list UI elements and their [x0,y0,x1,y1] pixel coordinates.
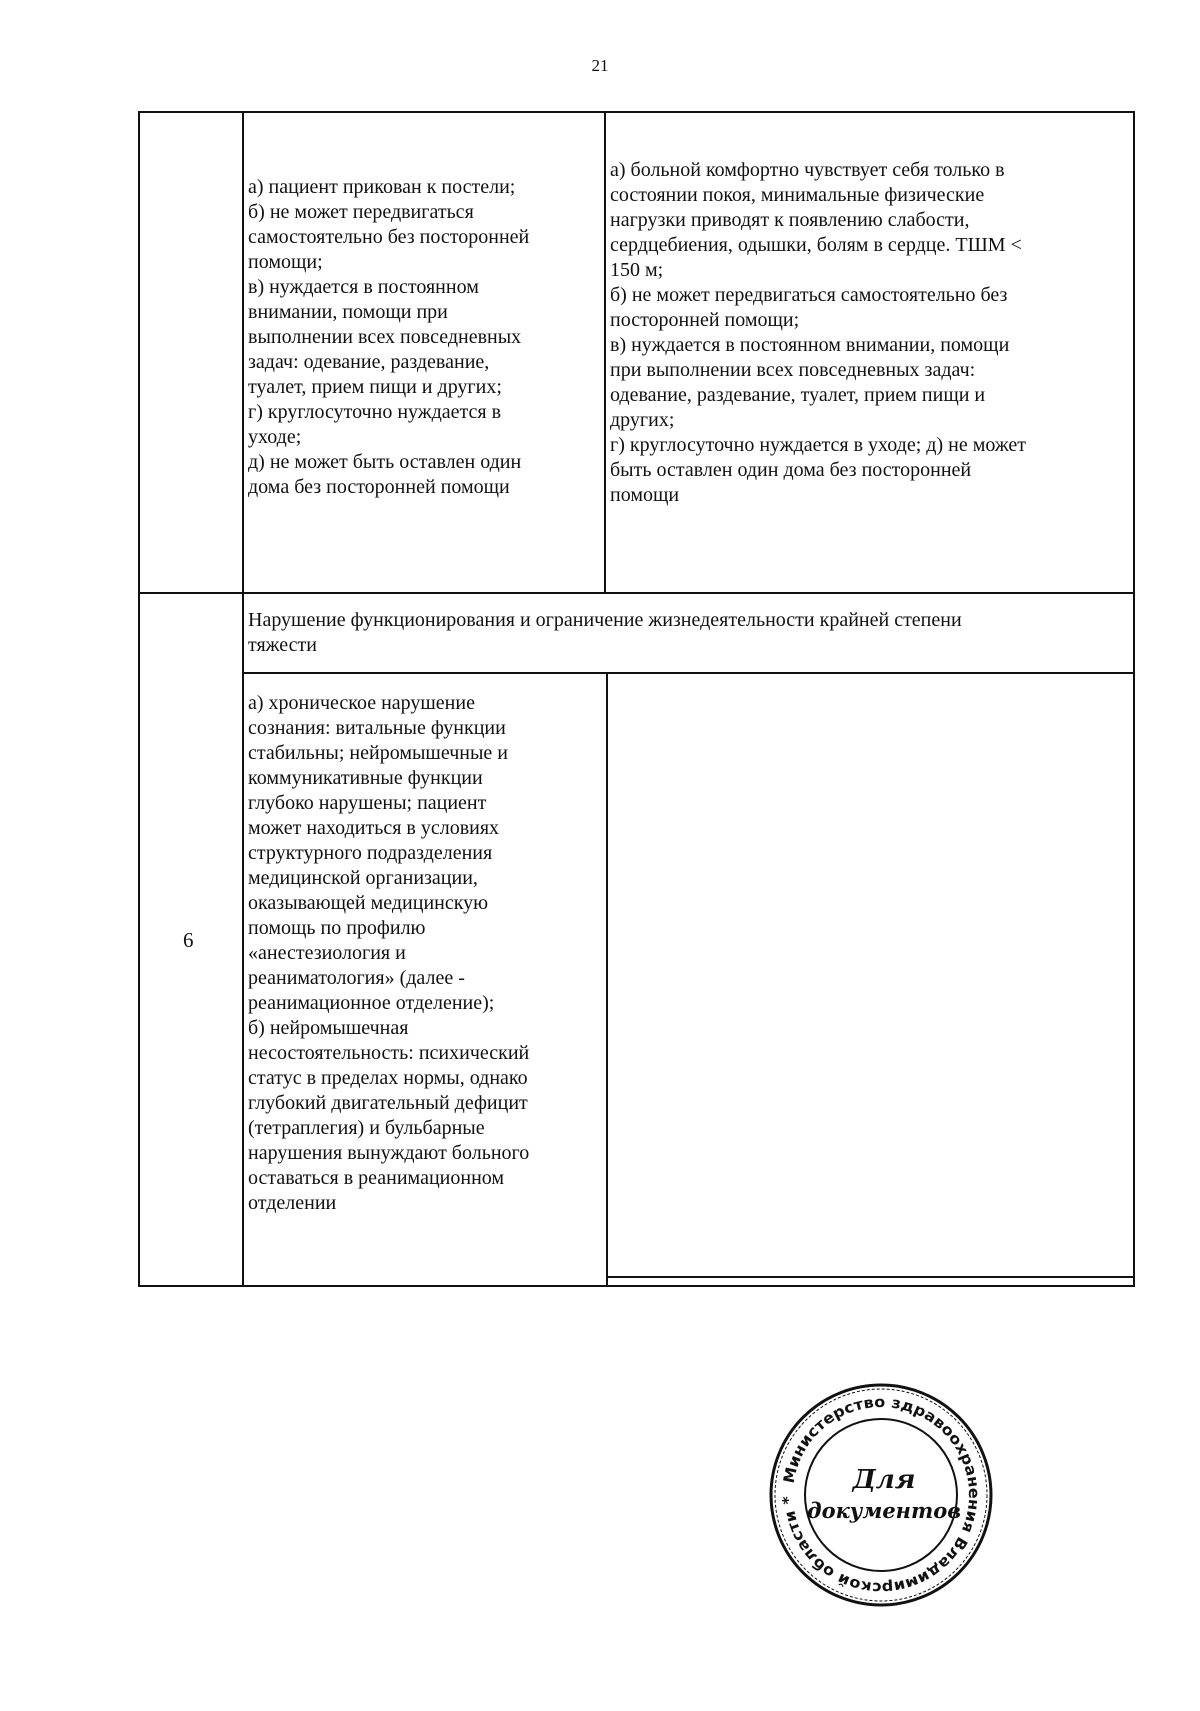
top-row-left-cell: а) пациент прикован к постели; б) не может передвигаться самостоятельно без посторонней помощи; в) нуждается в постоянном внимании, помощи при выполнении всех повседневных задач: одевание, раздевание, туалет, прием пищи и других; г) круглосуточно нуждается в уходе; д) не может быть оставлен один дома без посторонней помощи [248,176,530,498]
stamp-serrated-ring [775,1389,987,1601]
stamp-ring-text: Министерство здравоохранения Владимирской области * [778,1392,984,1598]
row-number: 6 [183,928,194,952]
right-cell-bottom-border [606,1276,1135,1278]
stamp-center-line-1: Для [852,1465,916,1495]
table-top-border [138,111,1135,113]
table-row-divider [138,592,1135,594]
row6-left-cell: а) хроническое нарушение сознания: витальные функции стабильны; нейромышечные и коммуникативные функции глубоко нарушены; пациент может находиться в условиях структурного подразделения медицинской организации, оказывающей медицинскую помощь по профилю «анестезиология и реаниматология» (далее - реанимационное отделение); б) нейромышечная несостоятельность: психический статус в пределах нормы, однако глубокий двигательный дефицит (тетраплегия) и бульбарные нарушения вынуждают больного оставаться в реанимационном отделении [248,692,530,1214]
official-stamp [766,1380,996,1610]
stamp-inner-ring [805,1419,957,1571]
row6-header-divider [242,672,1135,674]
stamp-center-line-2: документов [806,1498,962,1523]
table-right-border [1133,111,1135,1287]
middle-column-divider-bottom [606,672,608,1285]
page-number: 21 [591,56,609,75]
number-column-divider [242,111,244,1287]
row6-header: Нарушение функционирования и ограничение жизнедеятельности крайней степени тяжести [248,609,962,656]
middle-column-divider-top [604,111,606,594]
table-left-border [138,111,140,1287]
top-row-right-cell: а) больной комфортно чувствует себя только в состоянии покоя, минимальные физические нагрузки приводят к появлению слабости, сердцебиения, одышки, болям в сердце. ТШМ < 150 м; б) не может передвигаться самостоятельно без посторонней помощи; в) нуждается в постоянном внимании, помощи при выполнении всех повседневных задач: одевание, раздевание, туалет, прием пищи и других; г) круглосуточно нуждается в уходе; д) не может быть оставлен один дома без посторонней помощи [610,159,1027,506]
table-bottom-border [138,1285,1135,1287]
